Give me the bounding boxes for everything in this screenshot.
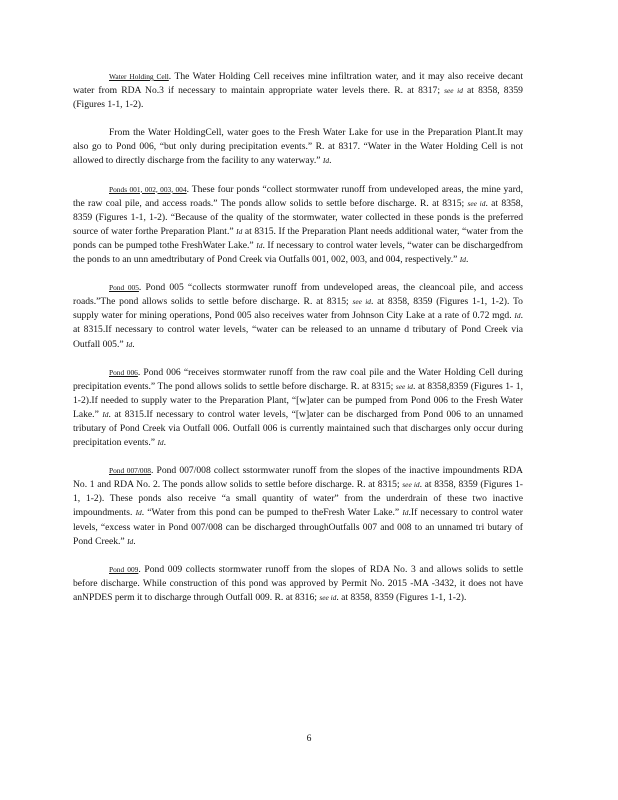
citation-signal: Id xyxy=(402,508,409,518)
water-holding-cell-paragraph xyxy=(73,70,523,112)
pond-006-paragraph xyxy=(73,366,523,451)
section-heading: Pond 009 xyxy=(109,564,139,574)
pond-005-paragraph xyxy=(73,281,523,351)
pond-009-paragraph xyxy=(73,563,523,605)
citation-signal: Id xyxy=(459,255,466,265)
paragraph-text: . xyxy=(132,338,135,350)
paragraph-text: . Pond 006 “receives stormwater runoff from the raw coal pile and the Water Holding Cell during precipitation events.” The pond allows solids to settle before discharge. R. at 8315; xyxy=(73,366,523,392)
section-heading: Water Holding Cell xyxy=(109,72,169,81)
citation-signal: see id xyxy=(467,198,486,208)
citation-signal: Id xyxy=(126,339,133,349)
section-heading: Ponds 001, 002, 003, 004 xyxy=(109,184,187,194)
paragraph-text: . at 8315.If necessary to control water levels, “[w]ater can be discharged from Pond 006 to an unnamed tributary of Pond Creek via Outfall 006. Outfall 006 is currently maintained such that discharges only occur during precipitation events.” xyxy=(73,408,523,449)
citation-signal: see id xyxy=(319,592,337,602)
paragraph-text: . xyxy=(163,437,167,449)
paragraph-text: . at 8358, 8359 (Figures 1-1, 1-2). “Because of the quality of the stormwater, water collected in these ponds is the preferred source of water forthe Preparation Plant.” xyxy=(73,197,523,237)
page-number: 6 xyxy=(306,733,312,744)
citation-signal: Id xyxy=(514,311,521,321)
citation-signal: Id xyxy=(236,226,243,236)
ponds-001-004-paragraph xyxy=(73,183,523,268)
pond-007-008-paragraph xyxy=(73,464,523,549)
paragraph-text: at 8358, 8359 (Figures 1-1, 1-2). xyxy=(73,85,523,111)
water-holding-cell-flow-paragraph xyxy=(73,126,523,168)
paragraph-text: . If necessary to control water levels, “water can be dischargedfrom the ponds to an unn amedtributary of Pond Creek via Outfalls 001, 002, 003, and 004, respectively.” xyxy=(73,239,523,266)
citation-signal: Id xyxy=(322,156,330,166)
paragraph-text: at 8315. If the Preparation Plant needs additional water, “water from the ponds can be pumped tothe FreshWater Lake.” xyxy=(73,225,524,251)
citation-signal: see id xyxy=(352,297,371,307)
citation-signal: Id xyxy=(157,438,164,448)
section-heading: Pond 006 xyxy=(109,367,138,377)
section-heading: Pond 007/008 xyxy=(109,466,151,476)
paragraph-text: . at 8358, 8359 (Figures 1-1, 1-2). These ponds also receive “a small quantity of water” from the underdrain of these two inactive impoundments. xyxy=(73,479,523,519)
paragraph-text: . Pond 007/008 collect sstormwater runoff from the slopes of the inactive impoundments RDA No. 1 and RDA No. 2. The ponds allow solids to settle before discharge. R. at 8315; xyxy=(73,465,523,491)
citation-signal: see id xyxy=(444,86,463,96)
paragraph-text: . at 8315.If necessary to control water levels, “water can be released to an unname d tributary of Pond Creek via Outfall 005.” xyxy=(73,310,523,350)
document-body xyxy=(73,70,523,619)
paragraph-text: . Pond 005 “collects stormwater runoff from undeveloped areas, the cleancoal pile, and access roads.”The pond allows solids to settle before discharge. R. at 8315; xyxy=(73,282,523,308)
paragraph-text: . at 8358, 8359 (Figures 1-1, 1-2). xyxy=(336,591,467,603)
paragraph-text: . at 8358, 8359 (Figures 1-1, 1-2). To supply water for mining operations, Pond 005 also receives water from Johnson City Lake at a rate of 0.72 mgd. xyxy=(73,296,523,322)
paragraph-text: . at 8358,8359 (Figures 1- 1, 1-2).If needed to supply water to the Preparation Plant, “[w]ater can be pumped from Pond 006 to the Fresh Water Lake.” xyxy=(73,380,523,420)
paragraph-text: . The Water Holding Cell receives mine infiltration water, and it may also receive decant water from RDA No.3 if necessary to maintain appropriate water levels there. R. at 8317; xyxy=(73,71,523,97)
paragraph-text: . These four ponds “collect stormwater runoff from undeveloped areas, the mine yard, the raw coal pile, and access roads.” The ponds allow solids to settle before discharge. R. at 8315; xyxy=(73,183,523,209)
paragraph-text: . xyxy=(329,155,332,167)
paragraph-text: .If necessary to control water levels, “excess water in Pond 007/008 can be discharged throughOutfalls 007 and 008 to an unnamed tri butary of Pond Creek.” xyxy=(73,507,523,547)
citation-signal: Id xyxy=(135,508,142,518)
citation-signal: see id xyxy=(402,480,420,490)
section-heading: Pond 005 xyxy=(109,283,139,293)
paragraph-text: . “Water from this pond can be pumped to theFresh Water Lake.” xyxy=(141,507,403,519)
citation-signal: see id xyxy=(395,381,414,391)
citation-signal: Id xyxy=(256,240,263,250)
paragraph-text: . xyxy=(133,535,136,547)
citation-signal: Id xyxy=(102,409,109,419)
citation-signal: Id xyxy=(127,536,134,546)
paragraph-text: From the Water HoldingCell, water goes to the Fresh Water Lake for use in the Preparation Plant.It may also go to Pond 006, “but only during precipitation events.” R. at 8317. “Water in the Water Holding Cell is not allowed to directly discharge from the facility to any waterway.” xyxy=(73,127,523,167)
paragraph-text: . xyxy=(465,254,469,266)
paragraph-text: . Pond 009 collects stormwater runoff from the slopes of RDA No. 3 and allows solids to settle before discharge. While construction of this pond was approved by Permit No. 2015 -MA -3432, it does not have anNPDES perm it to discharge through Outfall 009. R. at 8316; xyxy=(73,563,523,603)
